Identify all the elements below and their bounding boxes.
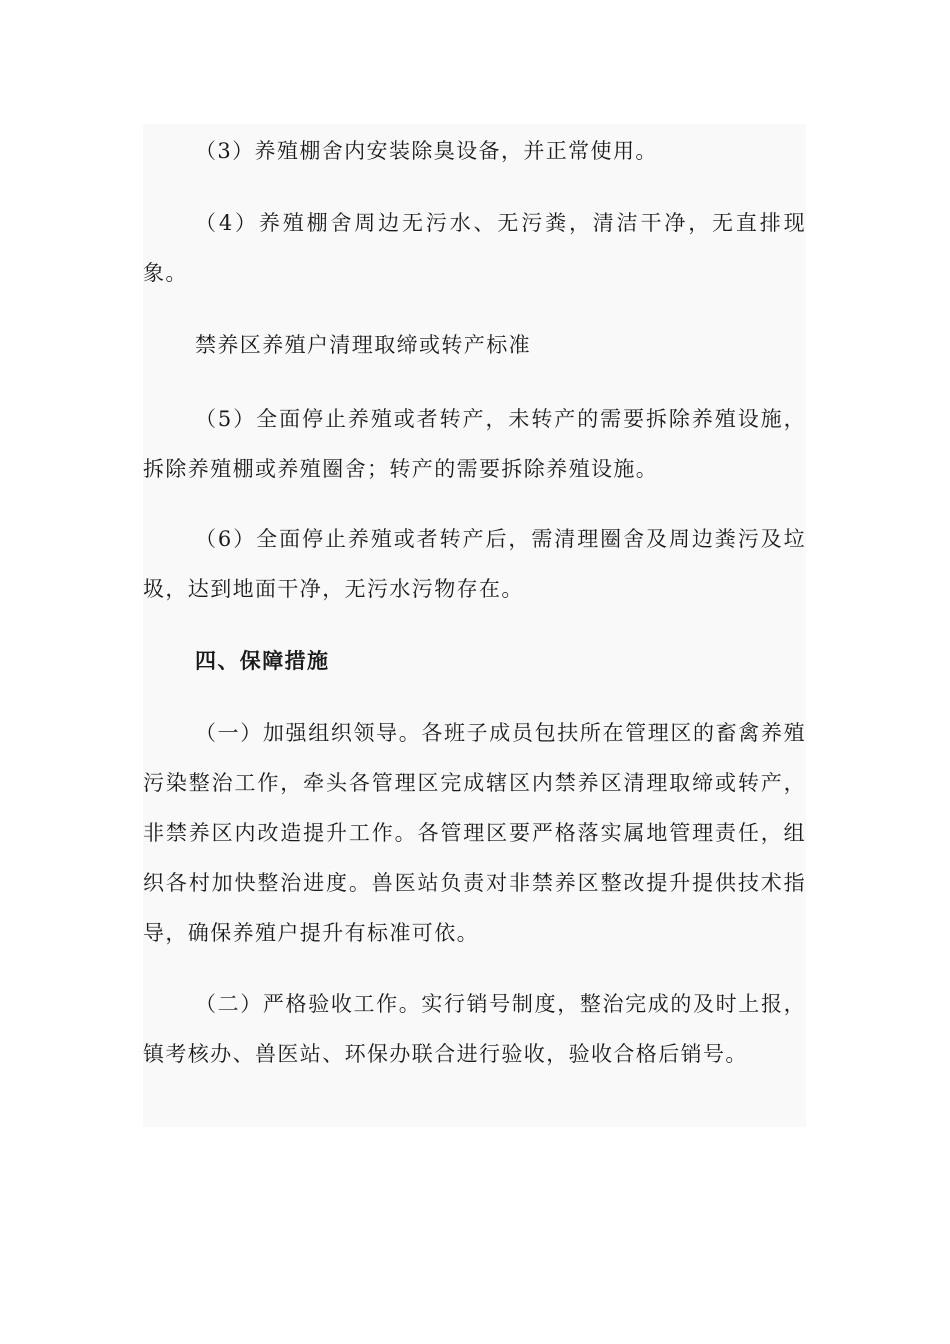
section-heading-safeguards: 四、保障措施 [195,648,330,673]
paragraph-6: （6）全面停止养殖或者转产后，需清理圈舍及周边粪污及垃圾，达到地面干净，无污水污物存在。 [143,527,806,601]
paragraph-organization: （一）加强组织领导。各班子成员包扶所在管理区的畜禽养殖污染整治工作，牵头各管理区完成辖区内禁养区清理取缔或转产，非禁养区内改造提升工作。各管理区要严格落实属地管理责任，组织各村加快整治进度。兽医站负责对非禁养区整改提升提供技术指导，确保养殖户提升有标准可依。 [143,721,806,945]
subheading-prohibited-zone: 禁养区养殖户清理取缔或转产标准 [195,333,531,357]
document-content [143,124,806,1127]
paragraph-5: （5）全面停止养殖或者转产，未转产的需要拆除养殖设施，拆除养殖棚或养殖圈舍；转产的需要拆除养殖设施。 [143,407,806,481]
paragraph-4: （4）养殖棚舍周边无污水、无污粪，清洁干净，无直排现象。 [143,211,806,285]
paragraph-3: （3）养殖棚舍内安装除臭设备，并正常使用。 [195,139,658,163]
paragraph-acceptance: （二）严格验收工作。实行销号制度，整治完成的及时上报，镇考核办、兽医站、环保办联合进行验收，验收合格后销号。 [143,992,806,1066]
